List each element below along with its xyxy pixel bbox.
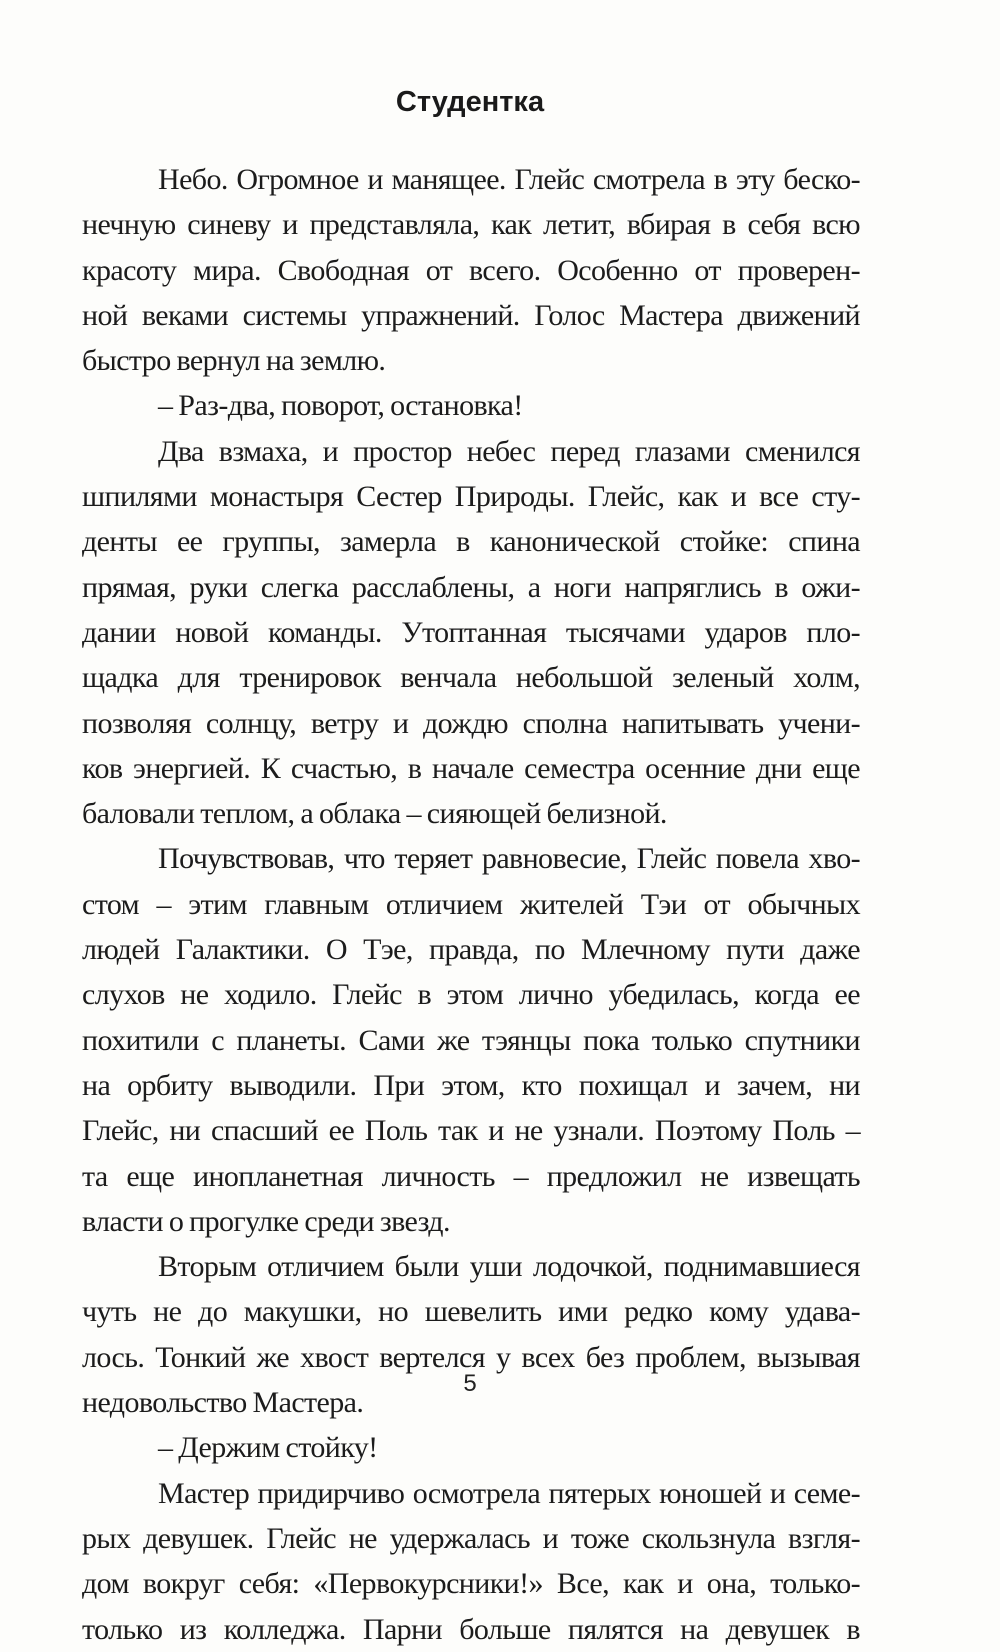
text-line: только из колледжа. Парни больше пялятся на девушек в (82, 1612, 860, 1646)
text-line: Почувствовав, что теряет равновесие, Глейс повела хво- (158, 842, 860, 876)
text-line: слухов не ходило. Глейс в этом лично убедилась, когда ее (82, 978, 860, 1012)
text-line: позволяя солнцу, ветру и дождю сполна напитывать учени- (82, 706, 860, 740)
text-line: стом – этим главным отличием жителей Тэи от обычных (82, 887, 860, 921)
chapter-title: Студентка (395, 86, 545, 118)
text-line: Небо. Огромное и манящее. Глейс смотрела в эту беско- (158, 163, 860, 196)
text-line: – Держим стойку! (158, 1431, 378, 1465)
text-line: людей Галактики. О Тэе, правда, по Млечному пути даже (82, 933, 860, 967)
text-line: рых девушек. Глейс не удержалась и тоже скользнула взгля- (82, 1521, 860, 1555)
text-line: нечную синеву и представляла, как летит, вбирая в себя всю (82, 208, 860, 242)
text-line: – Раз-два, поворот, остановка! (158, 389, 523, 423)
text-line: денты ее группы, замерла в канонической стойке: спина (82, 525, 860, 559)
text-line: дании новой команды. Утоптанная тысячами ударов пло- (82, 615, 860, 649)
text-line: та еще инопланетная личность – предложил не извещать (82, 1159, 860, 1193)
text-line: лось. Тонкий же хвост вертелся у всех без проблем, вызывая (82, 1340, 860, 1374)
body-text (82, 157, 860, 1652)
text-line: ной веками системы упражнений. Голос Мастера движений (82, 298, 860, 332)
text-line: баловали теплом, а облака – сияющей белизной. (82, 797, 667, 831)
text-line: быстро вернул на землю. (82, 344, 386, 378)
text-line: дом вокруг себя: «Первокурсники!» Все, как и она, только- (82, 1567, 860, 1601)
text-line: власти о прогулке среди звезд. (82, 1204, 450, 1238)
text-line: Два взмаха, и простор небес перед глазами сменился (158, 434, 860, 468)
text-line: шпилями монастыря Сестер Природы. Глейс, как и все сту- (82, 480, 860, 514)
text-line: Глейс, ни спасший ее Поль так и не узнали. Поэтому Поль – (82, 1114, 860, 1148)
text-line: похитили с планеты. Сами же тэянцы пока только спутники (82, 1023, 860, 1057)
text-line: ков энергией. К счастью, в начале семестра осенние дни еще (82, 751, 860, 785)
text-line: красоту мира. Свободная от всего. Особенно от проверен- (82, 253, 860, 287)
page-number: 5 (463, 1370, 477, 1397)
text-line: недовольство Мастера. (82, 1386, 364, 1420)
text-line: Мастер придирчиво осмотрела пятерых юношей и семе- (158, 1476, 860, 1510)
text-line: чуть не до макушки, но шевелить ими редко кому удава- (82, 1295, 860, 1329)
text-line: прямая, руки слегка расслаблены, а ноги напряглись в ожи- (82, 570, 860, 604)
text-line: щадка для тренировок венчала небольшой зеленый холм, (82, 661, 860, 695)
text-line: Вторым отличием были уши лодочкой, поднимавшиеся (158, 1250, 860, 1284)
text-line: на орбиту выводили. При этом, кто похищал и зачем, ни (82, 1068, 860, 1102)
